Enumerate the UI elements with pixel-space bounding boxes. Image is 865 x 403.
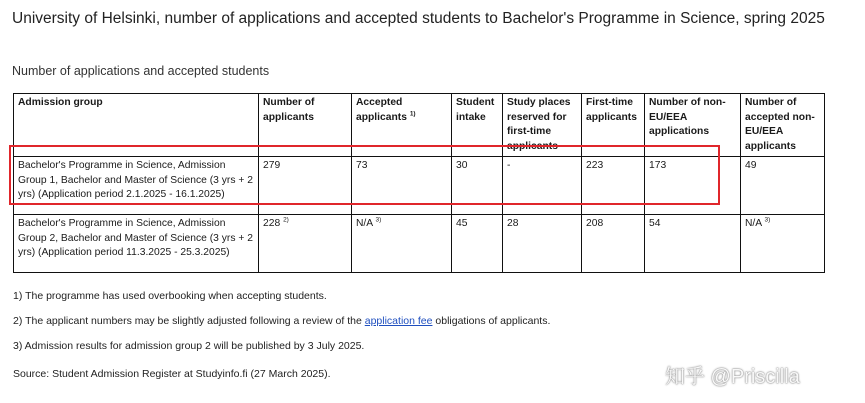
table-row <box>14 215 825 273</box>
page-title: University of Helsinki, number of applications and accepted students to Bachelor's Programme in Science, spring 2025 <box>12 10 825 27</box>
footnote-3: 3) Admission results for admission group 2 will be published by 3 July 2025. <box>13 340 365 352</box>
header-accepted-applicants: Accepted applicants $^{1)}$ <box>352 94 452 157</box>
footnote-ref: 2) <box>283 216 289 224</box>
cell-admission-group: Bachelor's Programme in Science, Admission Group 2, Bachelor and Master of Science (3 yrs + 2 yrs) (Application period 11.3.2025 - 25.3.2025) <box>14 215 259 273</box>
cell-number-of-applicants: 228 $^{2)}$ <box>259 215 352 273</box>
cell-first-time-applicants: 208 <box>582 215 645 273</box>
cell-non-eu-applications: 54 <box>645 215 741 273</box>
footnote-ref: 3) <box>764 216 771 224</box>
header-accepted-non-eu: Number of accepted non-EU/EEA applicants <box>741 94 825 157</box>
table-header-row <box>14 94 825 157</box>
header-non-eu-applications: Number of non-EU/EEA applications <box>645 94 741 157</box>
table-caption: Number of applications and accepted students <box>12 64 270 78</box>
cell-accepted-applicants: N/A $^{3)}$ <box>352 215 452 273</box>
footnote-ref: 1) <box>409 110 416 118</box>
header-number-of-applicants: Number of applicants <box>259 94 352 157</box>
cell-study-places-reserved: - <box>503 157 582 215</box>
cell-accepted-applicants: 73 <box>352 157 452 215</box>
header-admission-group: Admission group <box>14 94 259 157</box>
watermark: 知乎 @Priscilla <box>665 366 800 388</box>
cell-student-intake: 30 <box>452 157 503 215</box>
footnote-ref: 3) <box>375 216 382 224</box>
application-fee-link[interactable]: application fee <box>364 315 433 327</box>
footnote-2: 2) The applicant numbers may be slightly adjusted following a review of the application fee obligations of applicants. <box>13 315 551 327</box>
cell-number-of-applicants: 279 <box>259 157 352 215</box>
footnote-1: 1) The programme has used overbooking when accepting students. <box>13 290 327 302</box>
cell-study-places-reserved: 28 <box>503 215 582 273</box>
header-study-places-reserved: Study places reserved for first-time applicants <box>503 94 582 157</box>
header-first-time-applicants: First-time applicants <box>582 94 645 157</box>
table-row <box>14 157 825 215</box>
cell-first-time-applicants: 223 <box>582 157 645 215</box>
cell-non-eu-applications: 173 <box>645 157 741 215</box>
cell-accepted-non-eu: N/A $^{3)}$ <box>741 215 825 273</box>
admissions-table <box>13 93 825 273</box>
cell-student-intake: 45 <box>452 215 503 273</box>
cell-admission-group: Bachelor's Programme in Science, Admission Group 1, Bachelor and Master of Science (3 yrs + 2 yrs) (Application period 2.1.2025 - 16.1.2025) <box>14 157 259 215</box>
header-student-intake: Student intake <box>452 94 503 157</box>
source-note: Source: Student Admission Register at Studyinfo.fi (27 March 2025). <box>13 368 331 380</box>
cell-accepted-non-eu: 49 <box>741 157 825 215</box>
